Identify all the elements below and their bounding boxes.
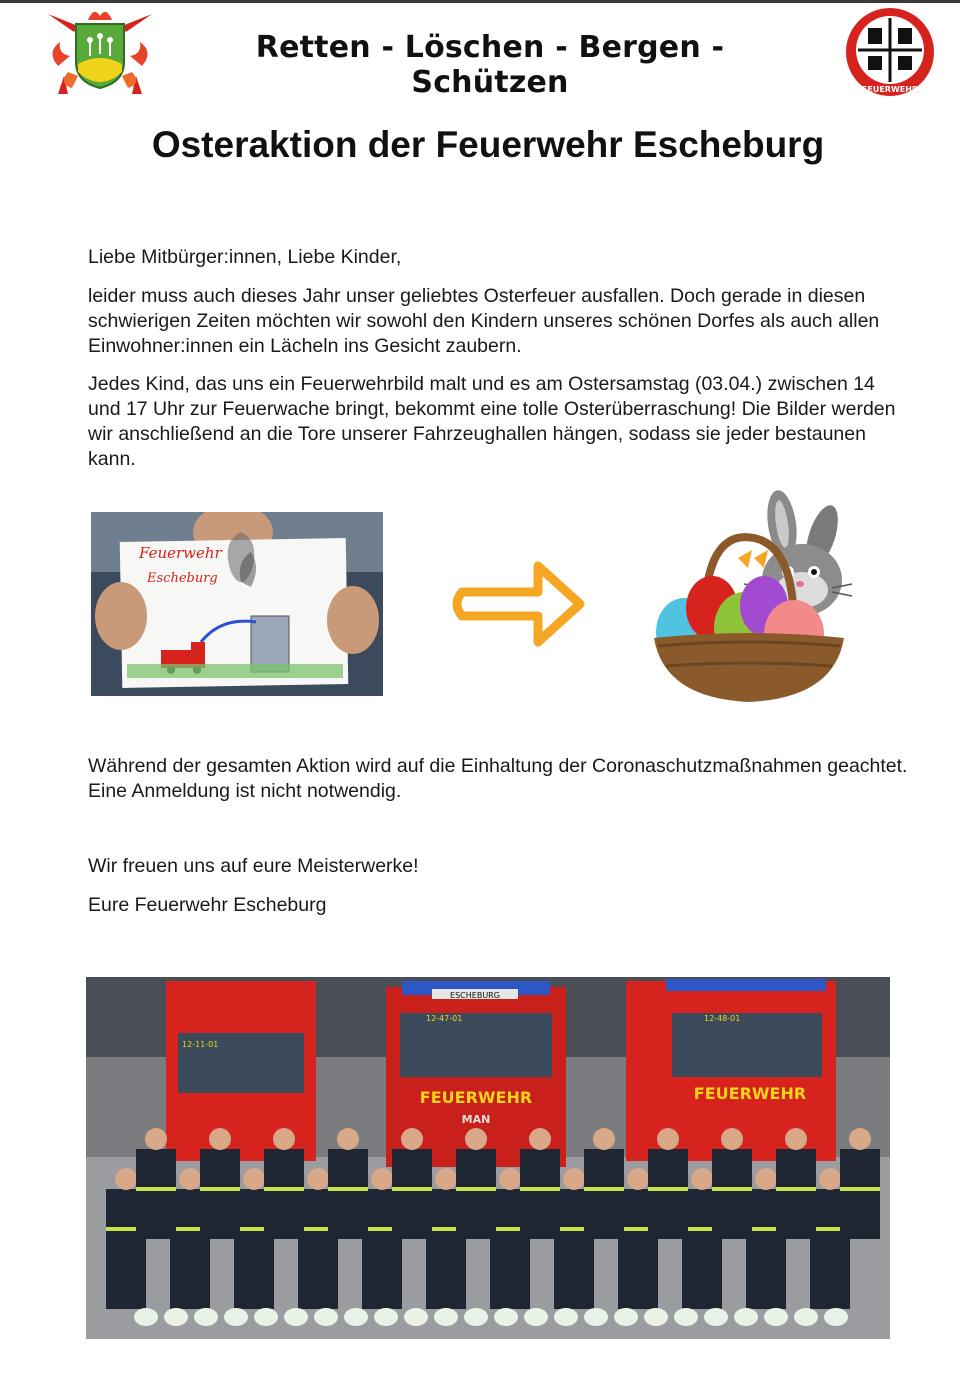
firefighter-figure: [456, 1149, 496, 1239]
firefighter-figure: [840, 1149, 880, 1239]
firefighter-head: [785, 1128, 807, 1150]
firefighter-head: [115, 1168, 137, 1190]
reflective-stripe: [392, 1187, 432, 1191]
firefighter-head: [563, 1168, 585, 1190]
drawing-text-escheburg: Escheburg: [147, 571, 218, 586]
firefighter-head: [627, 1168, 649, 1190]
firefighter-figure: [136, 1149, 176, 1239]
reflective-stripe: [328, 1187, 368, 1191]
truck-label-center: FEUERWEHR: [419, 1088, 533, 1107]
helmet-icon: [554, 1308, 578, 1326]
firefighter-head: [401, 1128, 423, 1150]
firefighter-head: [307, 1168, 329, 1190]
paragraph-instructions: Jedes Kind, das uns ein Feuerwehrbild malt und es am Ostersamstag (03.04.) zwischen 14 und 17 Uhr zur Feuerwache bringt, bekommt eine tolle Osterüberraschung! Die Bilder werden wir anschließend an die Tore unserer Fahrzeughallen hängen, sodass sie jeder bestaunen kann.: [88, 373, 896, 470]
firefighter-figure: [712, 1149, 752, 1239]
helmet-icon: [134, 1308, 158, 1326]
reflective-stripe: [136, 1187, 176, 1191]
helmet-icon: [194, 1308, 218, 1326]
fire-brigade-team-photo: [86, 977, 890, 1339]
firefighter-head: [499, 1168, 521, 1190]
firefighter-figure: [648, 1149, 688, 1239]
firefighter-figure: [200, 1149, 240, 1239]
firefighter-head: [243, 1168, 265, 1190]
truck-label-right: FEUERWEHR: [693, 1084, 807, 1103]
firefighter-head: [337, 1128, 359, 1150]
firefighter-head: [371, 1168, 393, 1190]
helmet-icon: [464, 1308, 488, 1326]
emblem-text: FEUERWEHR: [861, 85, 919, 94]
truck-brand: MAN: [461, 1113, 491, 1126]
reflective-stripe: [648, 1187, 688, 1191]
firefighter-head: [691, 1168, 713, 1190]
signature-line: Eure Feuerwehr Escheburg: [88, 894, 327, 916]
helmet-icon: [764, 1308, 788, 1326]
closing-line: Wir freuen uns auf eure Meisterwerke!: [88, 855, 419, 877]
firefighter-figure: [392, 1149, 432, 1239]
helmet-icon: [494, 1308, 518, 1326]
plate-right: 12-48-01: [704, 1014, 741, 1023]
drawing-text-feuerwehr: Feuerwehr: [139, 544, 222, 562]
firefighter-head: [755, 1168, 777, 1190]
header-motto: Retten - Löschen - Bergen - Schützen: [255, 30, 725, 100]
helmet-icon: [434, 1308, 458, 1326]
firefighter-head: [529, 1128, 551, 1150]
reflective-stripe: [200, 1187, 240, 1191]
firefighter-head: [819, 1168, 841, 1190]
helmet-icon: [404, 1308, 428, 1326]
helmet-icon: [254, 1308, 278, 1326]
firefighter-head: [179, 1168, 201, 1190]
firefighter-figure: [328, 1149, 368, 1239]
helmet-icon: [614, 1308, 638, 1326]
firefighter-head: [593, 1128, 615, 1150]
helmet-icon: [584, 1308, 608, 1326]
plate-left: 12-11-01: [182, 1040, 219, 1049]
firefighter-head: [721, 1128, 743, 1150]
firefighter-figure: [776, 1149, 816, 1239]
reflective-stripe: [584, 1187, 624, 1191]
helmet-icon: [344, 1308, 368, 1326]
helmet-icon: [704, 1308, 728, 1326]
firefighter-figure: [264, 1149, 304, 1239]
page-header: [0, 0, 960, 100]
helmet-icon: [524, 1308, 548, 1326]
helmet-icon: [674, 1308, 698, 1326]
helmet-icon: [734, 1308, 758, 1326]
feuerwehr-emblem-logo: [842, 6, 938, 98]
firefighter-head: [209, 1128, 231, 1150]
helmet-icon: [374, 1308, 398, 1326]
reflective-stripe: [520, 1187, 560, 1191]
easter-basket-bunny-image: [644, 488, 854, 712]
firefighter-head: [435, 1168, 457, 1190]
arrow-right-icon: [450, 552, 590, 656]
helmet-icon: [824, 1308, 848, 1326]
firefighter-head: [849, 1128, 871, 1150]
child-drawing-photo: [91, 512, 383, 696]
reflective-stripe: [712, 1187, 752, 1191]
helmet-icon: [284, 1308, 308, 1326]
reflective-stripe: [776, 1187, 816, 1191]
paragraph-intro: leider muss auch dieses Jahr unser geliebtes Osterfeuer ausfallen. Doch gerade in diesen schwierigen Zeiten möchten wir sowohl den Kindern unseres schönen Dorfes als auch allen Einwohner:innen ein Lächeln ins Gesicht zaubern.: [88, 285, 880, 357]
helmet-icon: [164, 1308, 188, 1326]
helmet-icon: [794, 1308, 818, 1326]
helmet-icon: [314, 1308, 338, 1326]
plate-center: 12-47-01: [426, 1014, 463, 1023]
firefighter-head: [145, 1128, 167, 1150]
firefighter-figure: [584, 1149, 624, 1239]
firefighter-head: [657, 1128, 679, 1150]
helmet-icon: [224, 1308, 248, 1326]
station-sign: ESCHEBURG: [450, 991, 500, 1000]
greeting: Liebe Mitbürger:innen, Liebe Kinder,: [88, 246, 402, 268]
firefighter-head: [273, 1128, 295, 1150]
page-title: Osteraktion der Feuerwehr Escheburg: [151, 124, 825, 165]
escheburg-crest-logo: [38, 6, 162, 98]
reflective-stripe: [456, 1187, 496, 1191]
paragraph-covid-notice: Während der gesamten Aktion wird auf die Einhaltung der Coronaschutzmaßnahmen geachtet. Eine Anmeldung ist nicht notwendig.: [88, 755, 908, 802]
firefighter-head: [465, 1128, 487, 1150]
firefighter-figure: [520, 1149, 560, 1239]
reflective-stripe: [264, 1187, 304, 1191]
reflective-stripe: [840, 1187, 880, 1191]
helmet-icon: [644, 1308, 668, 1326]
